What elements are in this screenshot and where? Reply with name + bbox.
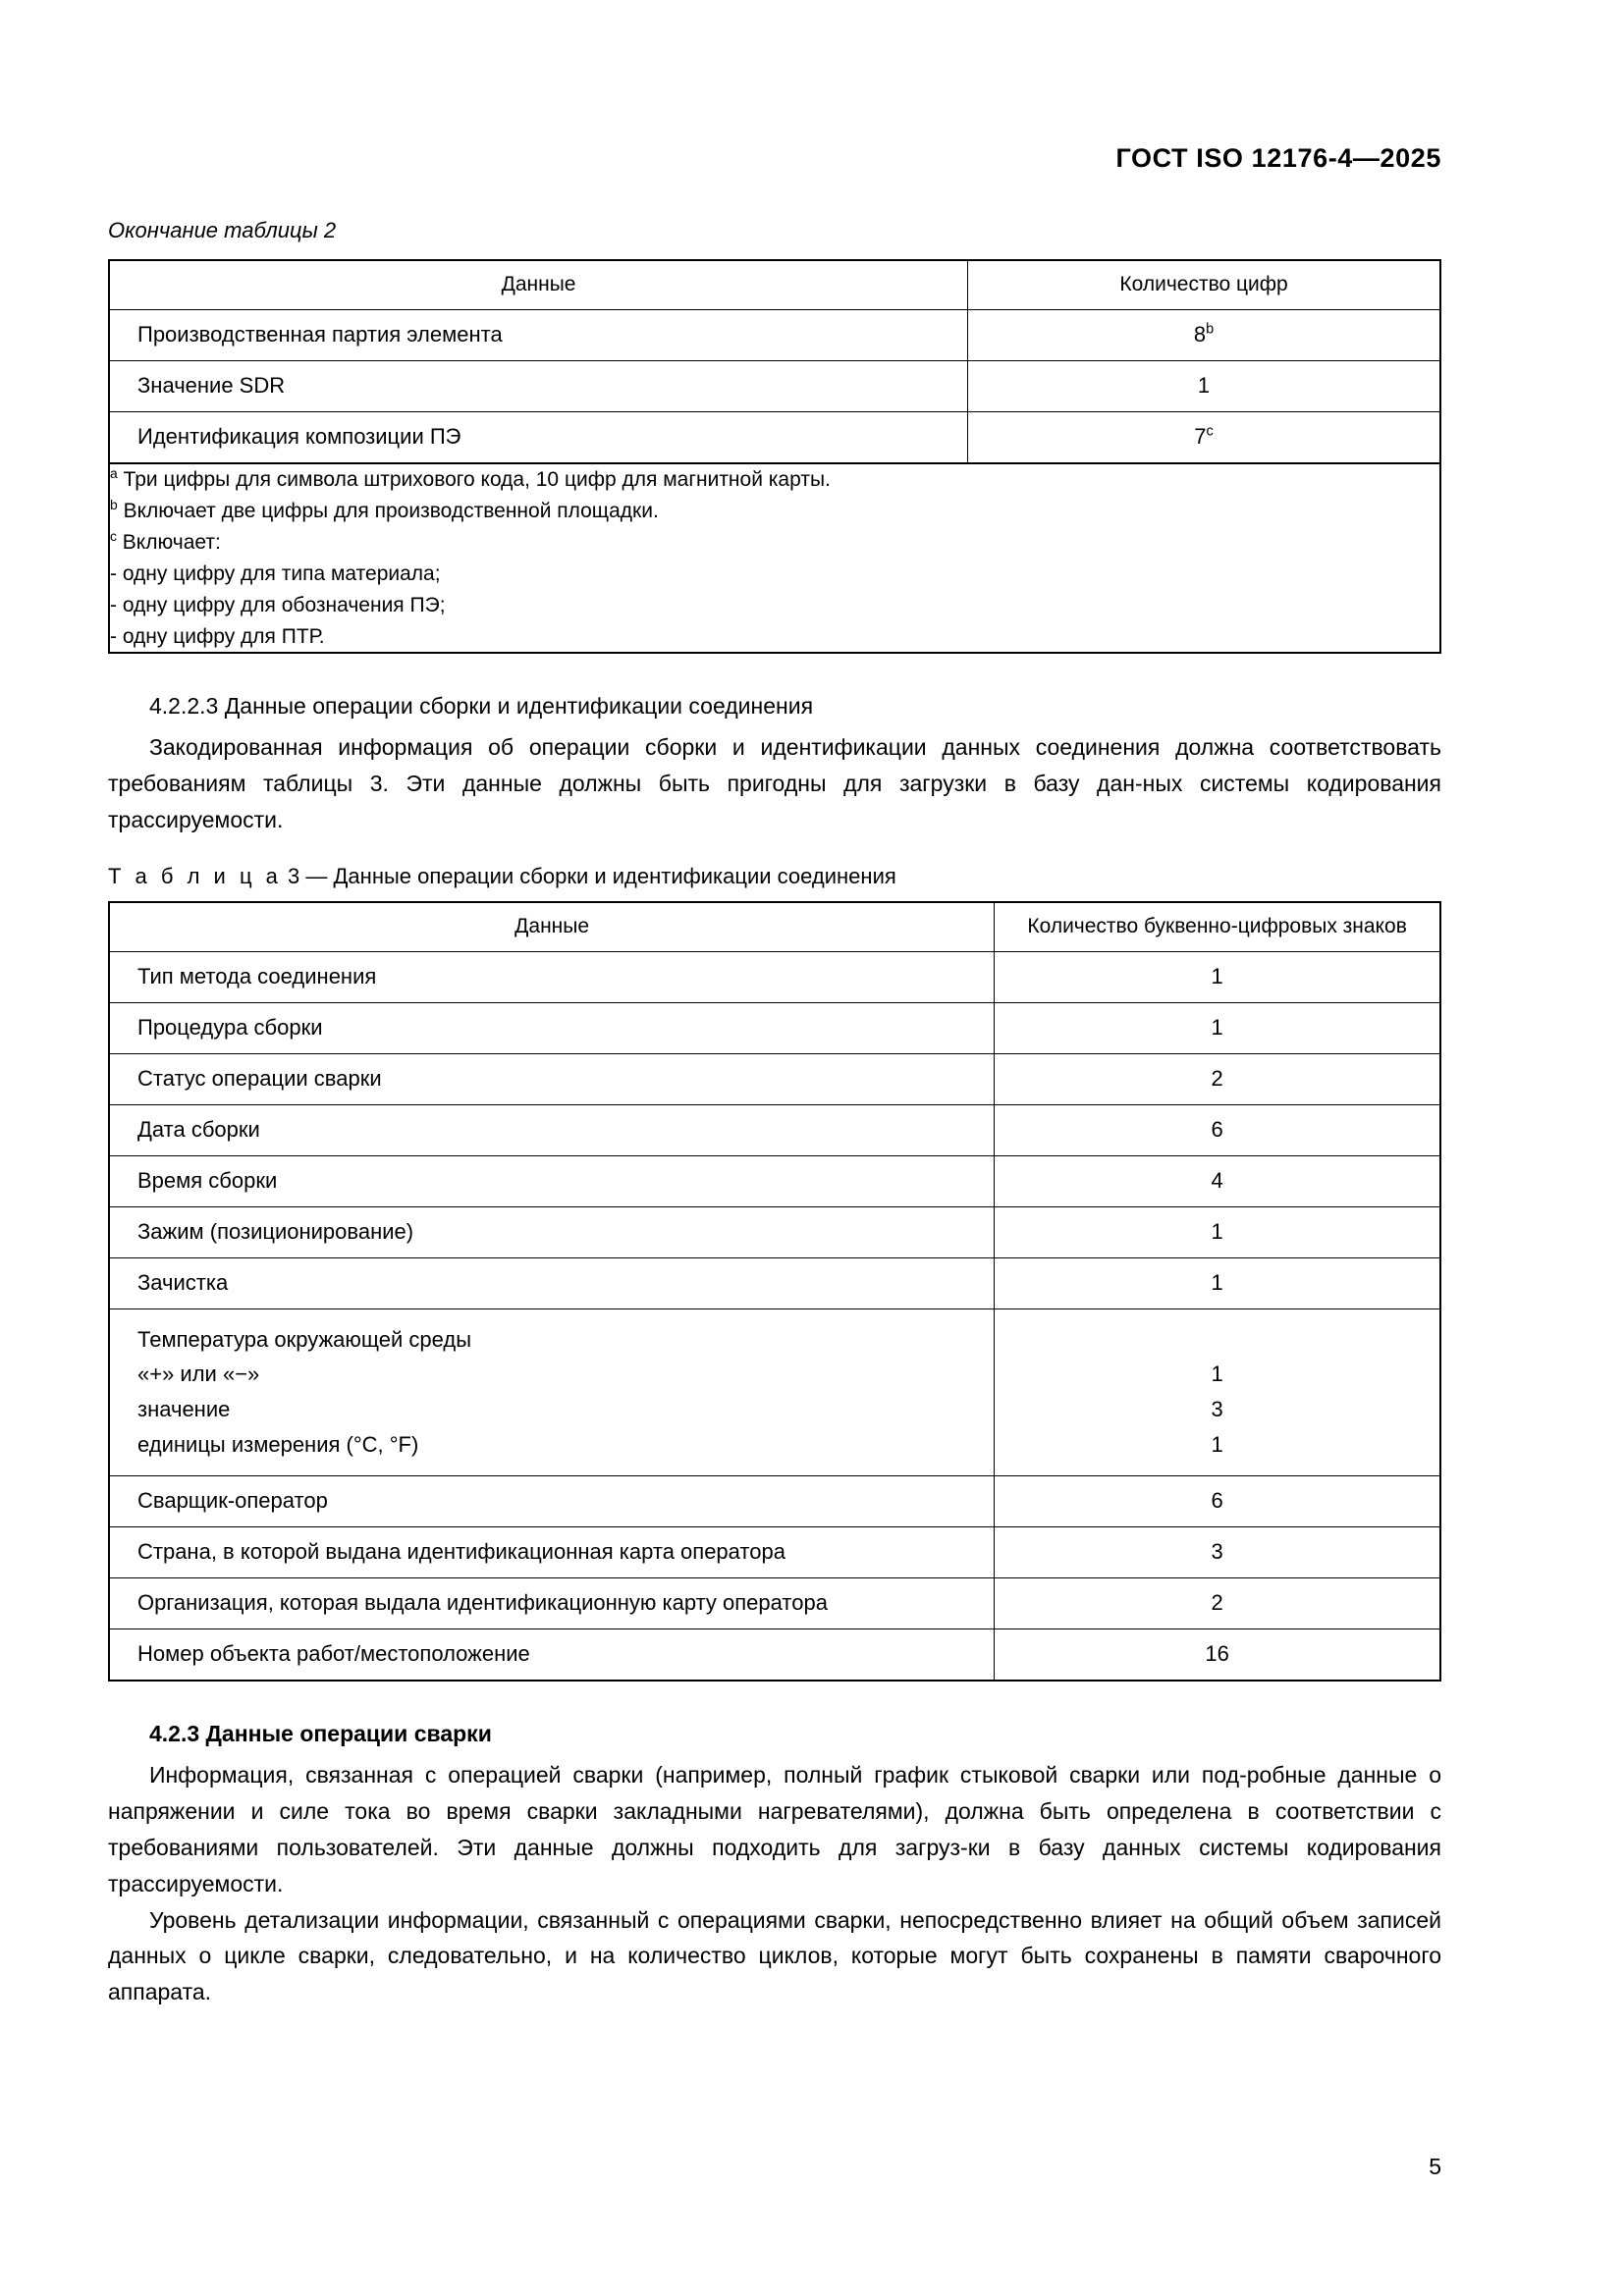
table-2 bbox=[108, 259, 1441, 654]
table3-row-value: 1 bbox=[995, 1206, 1440, 1257]
table3-row-value: 1 bbox=[995, 1002, 1440, 1053]
footnote-item: - одну цифру для обозначения ПЭ; bbox=[110, 593, 446, 616]
table3-row-value: 6 bbox=[995, 1104, 1440, 1155]
table3-caption-title: — Данные операции сборки и идентификации соединения bbox=[305, 863, 896, 888]
table-row bbox=[109, 1053, 1440, 1104]
table3-caption bbox=[108, 864, 1441, 889]
table-row bbox=[109, 1155, 1440, 1206]
page-footer bbox=[108, 2154, 1441, 2180]
table3-temperature-value bbox=[995, 1308, 1440, 1476]
table3-row-label: Статус операции сварки bbox=[109, 1053, 995, 1104]
table3-caption-number: 3 bbox=[288, 863, 300, 888]
section-423-heading: 4.2.3 Данные операции сварки bbox=[149, 1721, 492, 1747]
footnote-marker: b bbox=[1206, 321, 1215, 338]
table2-caption: Окончание таблицы 2 bbox=[108, 218, 337, 242]
temperature-label-line: Температура окружающей среды bbox=[137, 1326, 472, 1352]
table3-row-value: 16 bbox=[995, 1629, 1440, 1682]
table3-row-value: 1 bbox=[995, 951, 1440, 1002]
footnote-line bbox=[110, 464, 1439, 496]
table3-row-label: Сварщик-оператор bbox=[109, 1476, 995, 1527]
table3-caption-prefix: Т а б л и ц а bbox=[108, 863, 282, 888]
temperature-label-line: единицы измерения (°C, °F) bbox=[137, 1431, 419, 1457]
table3-header-row bbox=[109, 902, 1440, 952]
table3-row-label: Процедура сборки bbox=[109, 1002, 995, 1053]
table3-row-label: Номер объекта работ/местоположение bbox=[109, 1629, 995, 1682]
table3-temperature-label bbox=[109, 1308, 995, 1476]
value-text: 7 bbox=[1194, 424, 1207, 449]
table2-header-row bbox=[109, 260, 1440, 310]
page-number: 5 bbox=[1429, 2154, 1441, 2179]
table-3 bbox=[108, 901, 1441, 1682]
footnote-text: Включает две цифры для производственной площадки. bbox=[123, 499, 659, 522]
page-header bbox=[108, 143, 1441, 183]
section-423-paragraph-1: Информация, связанная с операцией сварки (например, полный график стыковой сварки или под-робные данные о напряжении и силе тока во время сварки закладными нагревателями), должна быть определена в соответствии с требованиями пользователей. Эти данные должны подходить для загруз-ки в базу данных системы кодирования трассируемости. bbox=[108, 1762, 1441, 1896]
spacer bbox=[108, 720, 1441, 729]
table-row bbox=[109, 1578, 1440, 1629]
table3-col-header-data: Данные bbox=[109, 902, 995, 952]
section-4223-heading: 4.2.2.3 Данные операции сборки и идентификации соединения bbox=[149, 693, 814, 720]
table-row bbox=[109, 1476, 1440, 1527]
temperature-value-line bbox=[1004, 1322, 1430, 1358]
footnote-marker: c bbox=[1206, 423, 1214, 440]
spacer bbox=[108, 838, 1441, 864]
footnote-text: Включает: bbox=[122, 530, 221, 554]
table-row bbox=[109, 310, 1440, 361]
spacer bbox=[108, 1747, 1441, 1757]
table3-row-value: 6 bbox=[995, 1476, 1440, 1527]
table2-footnotes bbox=[109, 463, 1440, 653]
temperature-value-line: 1 bbox=[1211, 1431, 1223, 1457]
table3-row-value: 1 bbox=[995, 1257, 1440, 1308]
table3-row-label: Дата сборки bbox=[109, 1104, 995, 1155]
value-text: 8 bbox=[1193, 322, 1207, 347]
table3-col-header-count: Количество буквенно-цифровых знаков bbox=[995, 902, 1440, 952]
section-423-paragraph-2: Уровень детализации информации, связанный с операциями сварки, непосредственно влияет на общий объем записей данных о цикле сварки, следовательно, и на количество циклов, которые могут быть сохранены в памяти сварочного аппарата. bbox=[108, 1906, 1441, 2005]
footnote-text: Три цифры для символа штрихового кода, 10 цифр для магнитной карты. bbox=[123, 468, 831, 491]
spacer bbox=[108, 654, 1441, 693]
table3-row-label: Время сборки bbox=[109, 1155, 995, 1206]
footnote-marker-b: b bbox=[110, 496, 118, 512]
table2-row-value bbox=[968, 361, 1440, 412]
value-text: 1 bbox=[1197, 373, 1211, 398]
table2-row-label: Значение SDR bbox=[109, 361, 968, 412]
table2-col-header-count: Количество цифр bbox=[968, 260, 1440, 310]
standard-code: ГОСТ ISO 12176-4—2025 bbox=[1115, 143, 1441, 173]
table3-row-label: Зачистка bbox=[109, 1257, 995, 1308]
table2-row-label: Идентификация композиции ПЭ bbox=[109, 412, 968, 464]
table-row bbox=[109, 412, 1440, 464]
table3-row-value: 3 bbox=[995, 1527, 1440, 1578]
table-row bbox=[109, 951, 1440, 1002]
footnote-line bbox=[110, 496, 1439, 527]
footnote-line bbox=[110, 527, 1439, 559]
table-row bbox=[109, 1257, 1440, 1308]
table3-row-value: 4 bbox=[995, 1155, 1440, 1206]
spacer bbox=[108, 1682, 1441, 1721]
table3-row-label: Зажим (позиционирование) bbox=[109, 1206, 995, 1257]
footnote-item: - одну цифру для типа материала; bbox=[110, 561, 441, 585]
table-row bbox=[109, 1206, 1440, 1257]
table-row bbox=[109, 1629, 1440, 1682]
temperature-label-line: значение bbox=[137, 1397, 231, 1422]
temperature-label-line: «+» или «−» bbox=[137, 1362, 260, 1387]
table3-row-value: 2 bbox=[995, 1578, 1440, 1629]
footnote-marker-a: a bbox=[110, 465, 118, 481]
footnote-marker-c: c bbox=[110, 527, 117, 544]
table2-row-label: Производственная партия элемента bbox=[109, 310, 968, 361]
table2-col-header-data: Данные bbox=[109, 260, 968, 310]
table-row bbox=[109, 1104, 1440, 1155]
table2-row-value bbox=[968, 412, 1440, 464]
section-4223-paragraph: Закодированная информация об операции сборки и идентификации данных соединения должна соответствовать требованиям таблицы 3. Эти данные должны быть пригодны для загрузки в базу дан-ных системы кодирования трассируемости. bbox=[108, 734, 1441, 833]
table-row bbox=[109, 361, 1440, 412]
table2-row-value bbox=[968, 310, 1440, 361]
table-row bbox=[109, 1527, 1440, 1578]
table3-row-label: Тип метода соединения bbox=[109, 951, 995, 1002]
table3-row-value: 2 bbox=[995, 1053, 1440, 1104]
temperature-value-line: 1 bbox=[1211, 1362, 1223, 1387]
table-row-temperature bbox=[109, 1308, 1440, 1476]
table2-footnotes-row bbox=[109, 463, 1440, 653]
table3-row-label: Страна, в которой выдана идентификационная карта оператора bbox=[109, 1527, 995, 1578]
page-content bbox=[108, 218, 1441, 2010]
table-row bbox=[109, 1002, 1440, 1053]
footnote-item: - одну цифру для ПТР. bbox=[110, 624, 325, 648]
table3-row-label: Организация, которая выдала идентификационную карту оператора bbox=[109, 1578, 995, 1629]
temperature-value-line: 3 bbox=[1211, 1397, 1223, 1422]
